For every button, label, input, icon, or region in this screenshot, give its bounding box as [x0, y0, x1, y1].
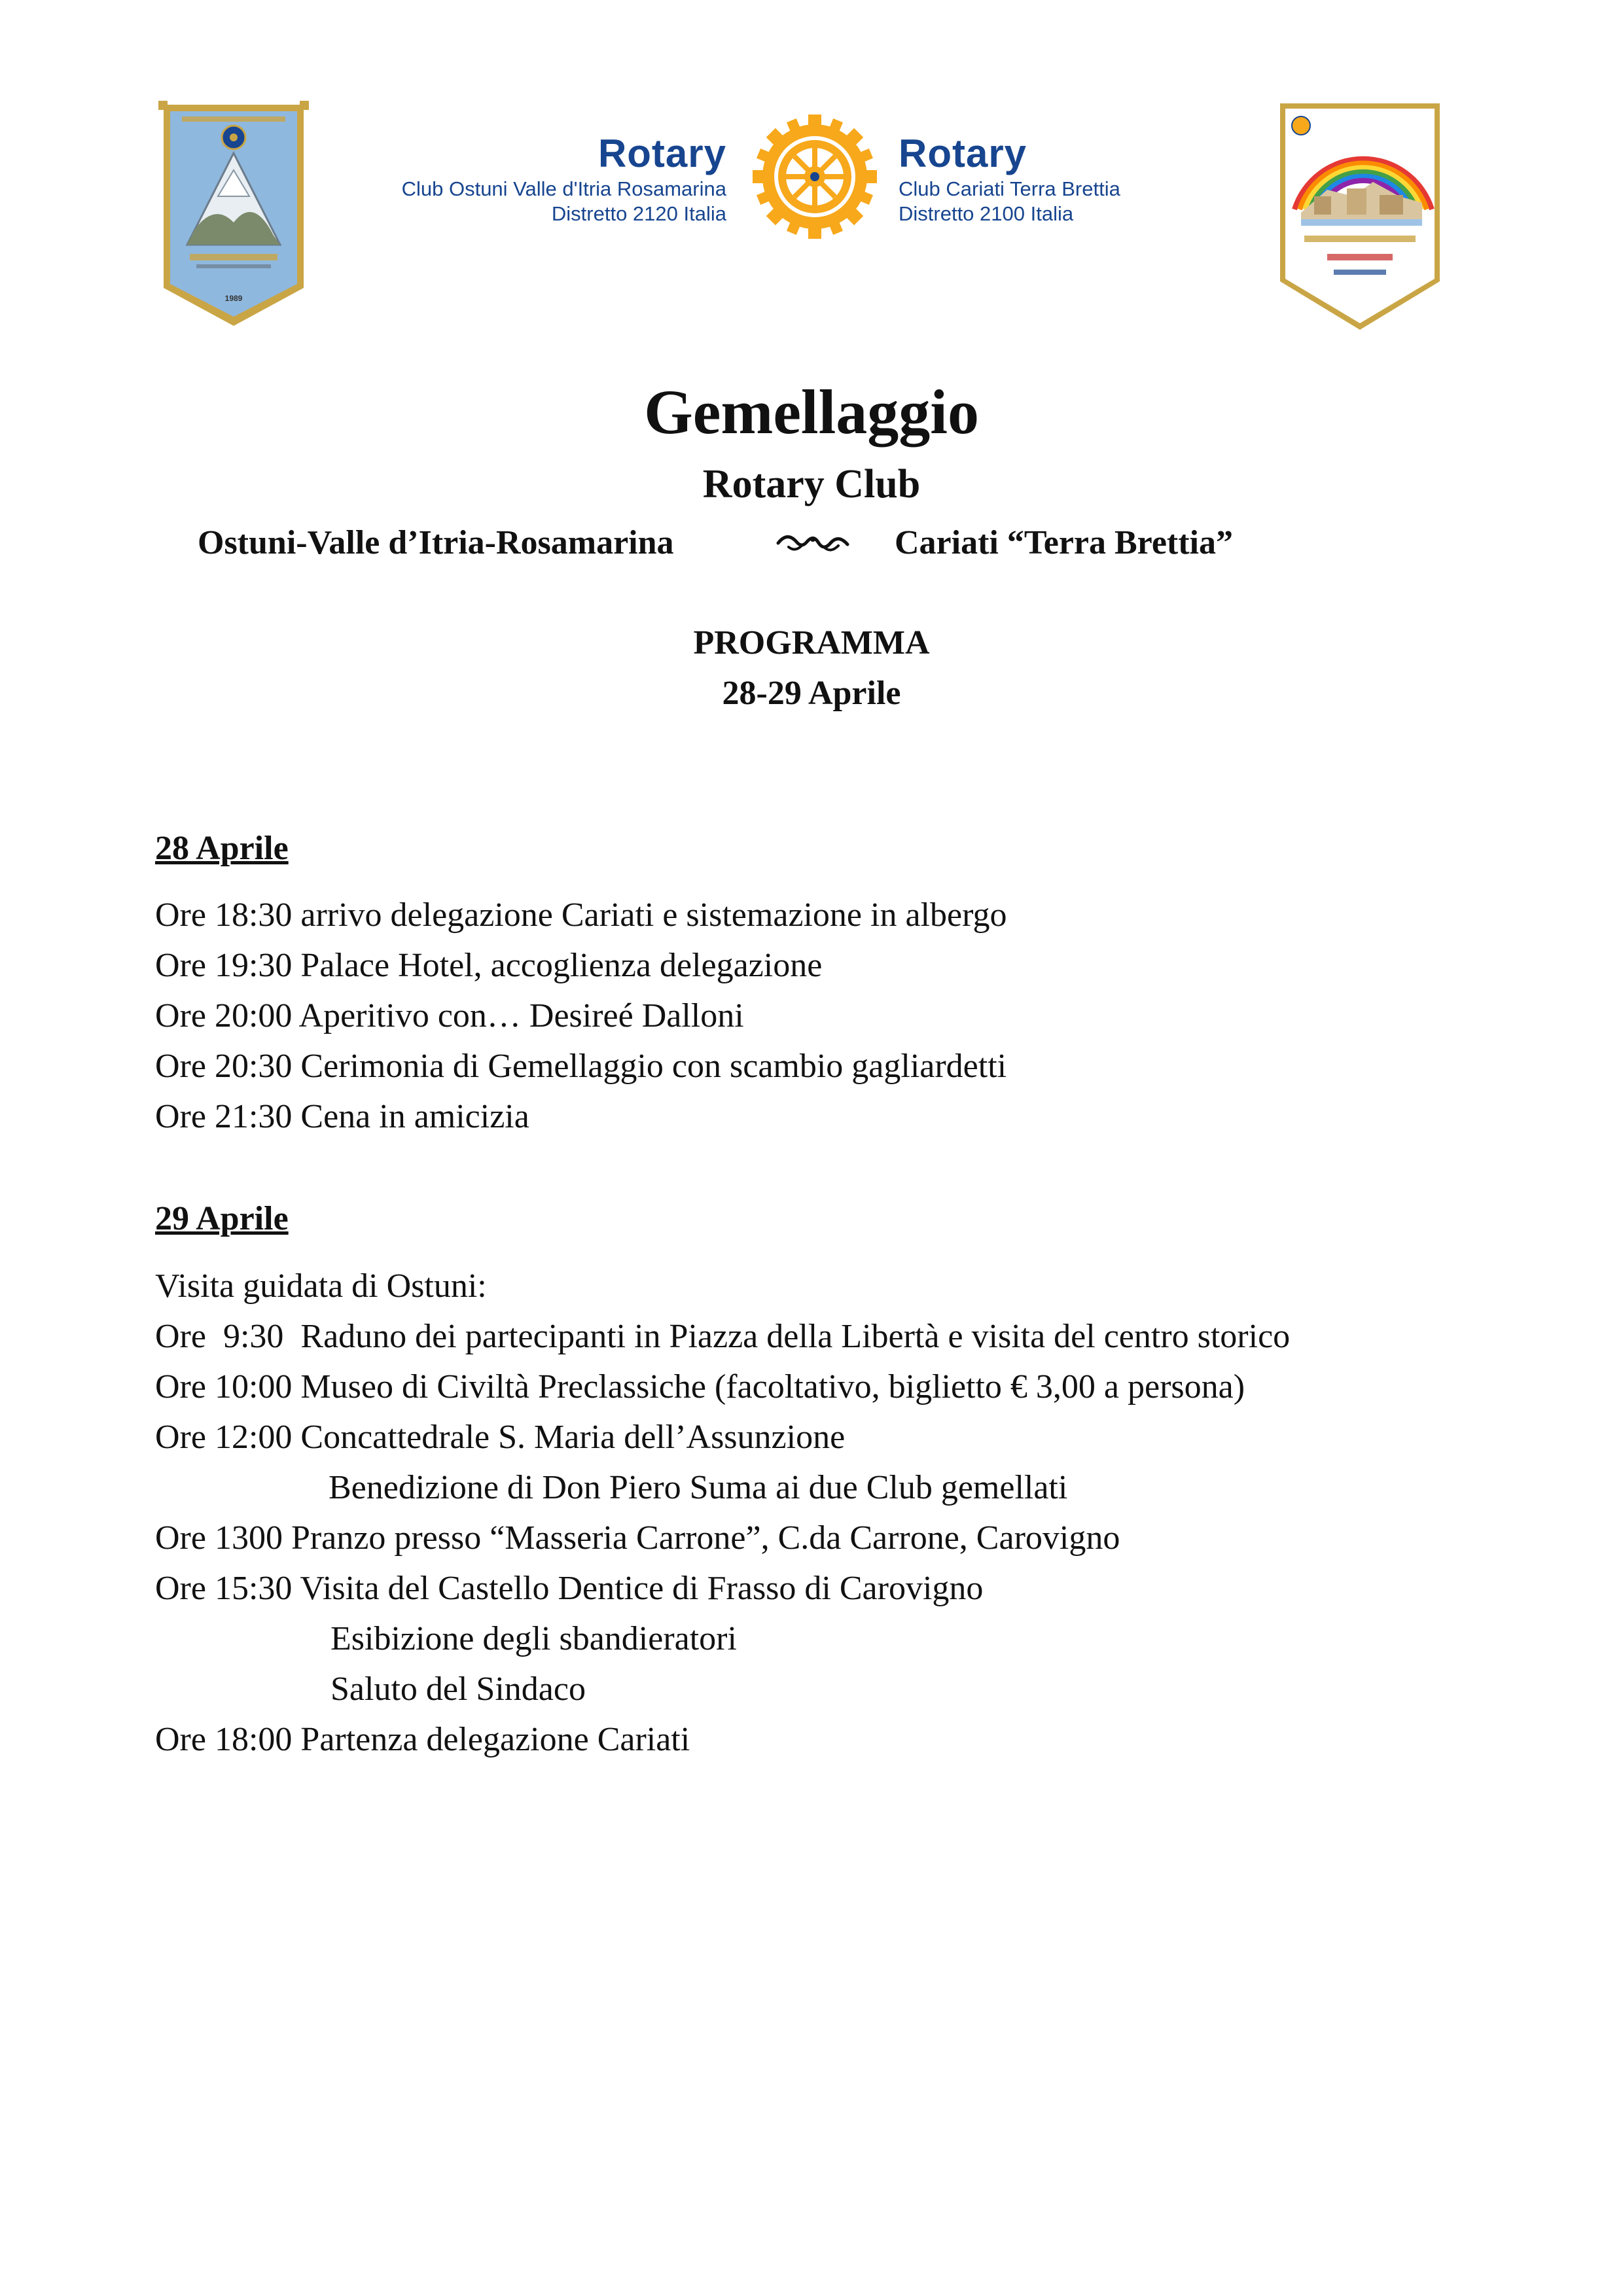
- rotary-ostuni-block: [353, 131, 726, 226]
- day-heading-29: 29 Aprile: [155, 1200, 289, 1237]
- twinned-clubs-line: [0, 517, 1623, 569]
- list-item: Ore 21:30 Cena in amicizia: [155, 1098, 529, 1135]
- rotary-word-left: Rotary: [597, 132, 726, 175]
- list-item: Ore 20:00 Aperitivo con… Desireé Dalloni: [155, 997, 744, 1034]
- list-item: Ore 19:30 Palace Hotel, accoglienza delegazione: [155, 947, 823, 984]
- list-item: Ore 9:30 Raduno dei partecipanti in Piazza della Libertà e visita del centro storico: [155, 1318, 1291, 1355]
- list-item: Visita guidata di Ostuni:: [155, 1267, 487, 1305]
- program-dates: 28-29 Aprile: [722, 675, 901, 712]
- program-label: PROGRAMMA: [693, 624, 930, 662]
- list-item: Ore 15:30 Visita del Castello Dentice di Frasso di Carovigno: [155, 1570, 984, 1607]
- list-item: Ore 20:30 Cerimonia di Gemellaggio con scambio gagliardetti: [155, 1048, 1007, 1085]
- rotary-ostuni-district: Distretto 2120 Italia: [551, 202, 726, 225]
- pennant-year: 1989: [224, 294, 243, 303]
- schedule-list-29: [155, 1261, 1529, 1765]
- list-item: Esibizione degli sbandieratori: [330, 1620, 737, 1657]
- ornament-icon: [776, 529, 851, 556]
- page-subtitle: Rotary Club: [702, 462, 921, 506]
- list-item: Saluto del Sindaco: [330, 1670, 586, 1708]
- list-item: Ore 12:00 Concattedrale S. Maria dell’Assunzione: [155, 1419, 846, 1456]
- rotary-ostuni-club: Club Ostuni Valle d'Itria Rosamarina: [401, 177, 726, 200]
- club-ostuni-name: Ostuni-Valle d’Itria-Rosamarina: [198, 524, 674, 561]
- schedule-list-28: [155, 890, 1529, 1142]
- page-title: Gemellaggio: [644, 377, 979, 447]
- list-item: Ore 18:00 Partenza delegazione Cariati: [155, 1721, 690, 1758]
- rotary-cariati-block: [899, 131, 1291, 226]
- club-cariati-name: Cariati “Terra Brettia”: [895, 524, 1233, 561]
- rotary-word-right: Rotary: [899, 132, 1027, 175]
- cariati-pennant-logo: [1275, 98, 1445, 335]
- rotary-cariati-club: Club Cariati Terra Brettia: [899, 177, 1120, 200]
- rotary-wheel-icon: [753, 115, 877, 239]
- list-item: Ore 10:00 Museo di Civiltà Preclassiche (facoltativo, biglietto € 3,00 a persona): [155, 1368, 1245, 1405]
- ostuni-pennant-logo: [156, 98, 312, 328]
- list-item: Ore 18:30 arrivo delegazione Cariati e sistemazione in albergo: [155, 896, 1007, 934]
- rotary-cariati-district: Distretto 2100 Italia: [899, 202, 1074, 225]
- day-heading-28: 28 Aprile: [155, 830, 289, 867]
- list-item: Ore 1300 Pranzo presso “Masseria Carrone”, C.da Carrone, Carovigno: [155, 1519, 1120, 1557]
- list-item: Benedizione di Don Piero Suma ai due Club gemellati: [329, 1469, 1068, 1506]
